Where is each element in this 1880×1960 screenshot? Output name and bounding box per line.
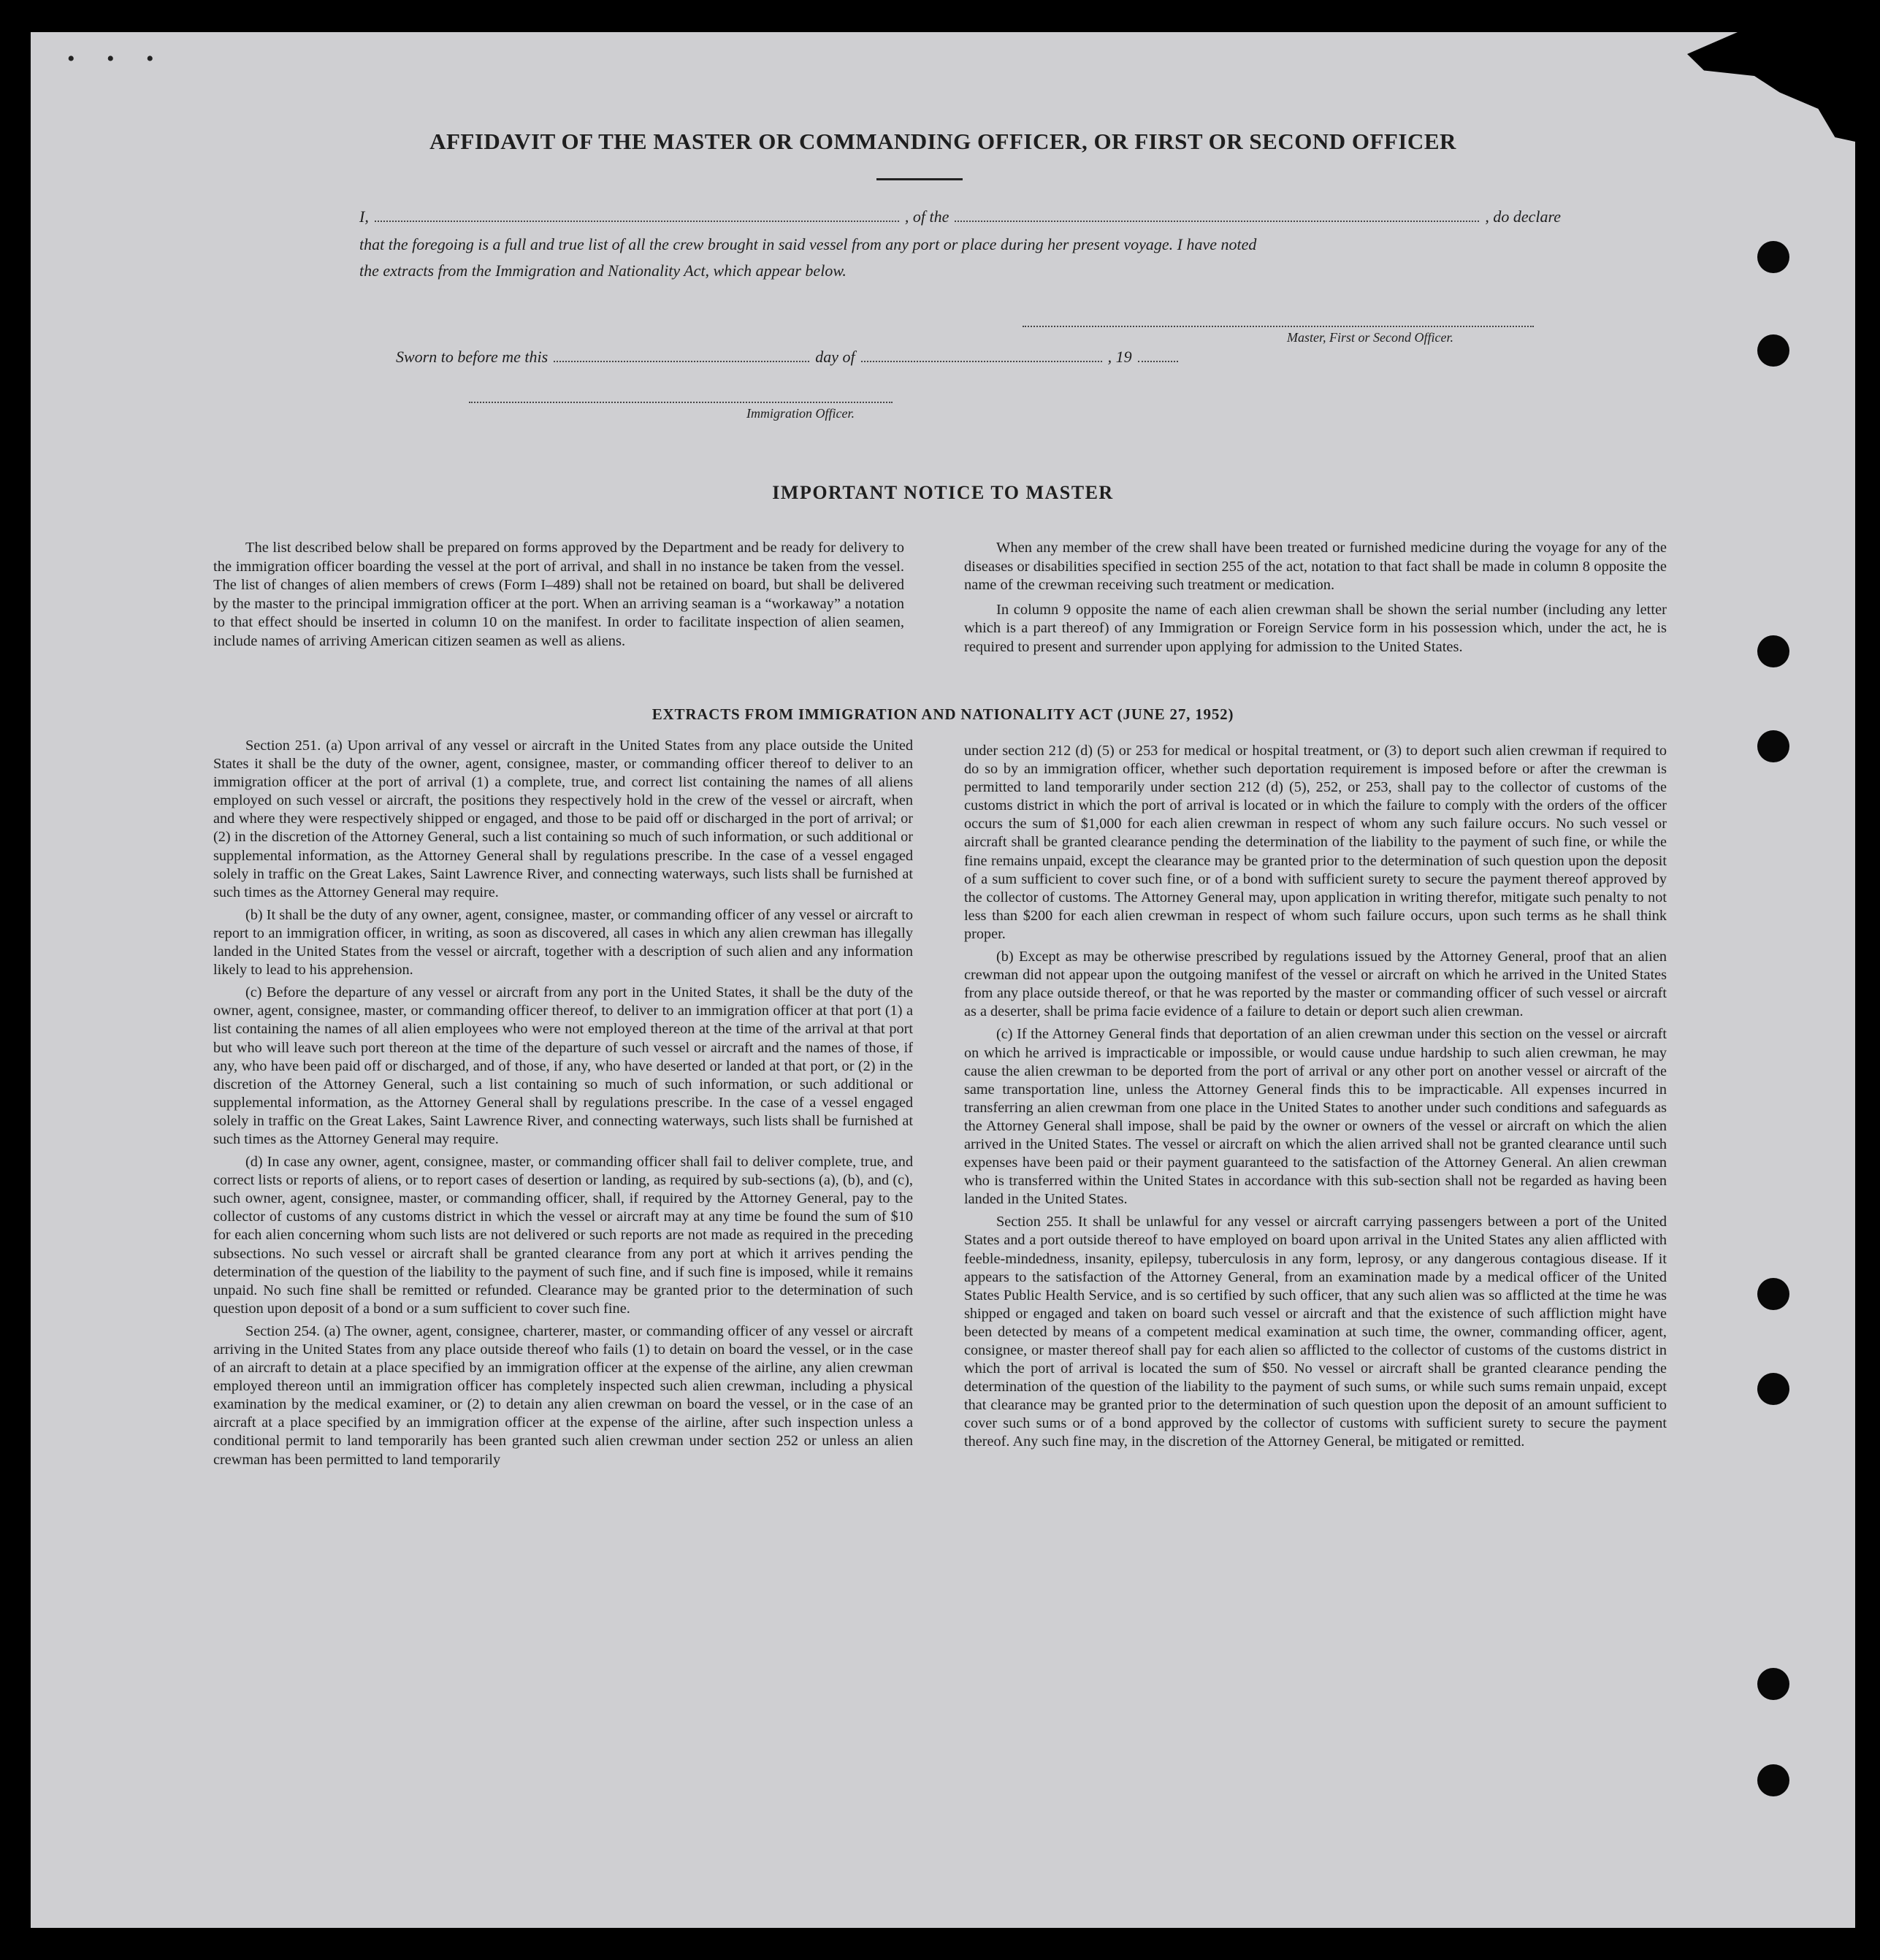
law-paragraph: (d) In case any owner, agent, consignee, master, or commanding officer shall fail to deliver complete, true, and correct lists or reports of aliens, or to report cases of desertion or landing, as required by sub-sections (a), (b), and (c), such owner, agent, consignee, master, or commanding officer, shall, if required by the Attorney General, pay to the collector of customs of any customs district in which the vessel or aircraft may at any time be found the sum of $10 for each alien concerning whom such lists are not delivered or such reports are not made as required in the preceding subsections. No such vessel or aircraft shall be granted clearance from any port at which it arrives pending the determination of the question of the liability to the payment of such fine, and if such fine is imposed, while it remains unpaid. No such fine shall be remitted or refunded. Clearance may be granted prior to the determination of such question upon deposit of a bond or a sum sufficient to cover such fine. (213, 1154, 913, 1317)
punch-hole-6 (1757, 1373, 1789, 1405)
sworn-day-blank[interactable] (554, 349, 809, 362)
sworn-label: Sworn to before me this (396, 348, 549, 366)
declaration-text-3: the extracts from the Immigration and Nationality Act, which appear below. (359, 261, 847, 280)
of-the-label: , of the (904, 207, 949, 226)
law-paragraph: (b) It shall be the duty of any owner, agent, consignee, master, or commanding officer of any vessel or aircraft to report to an immigration officer, in writing, as soon as discovered, all cases in which any alien crewman has illegally landed in the United States from the vessel or aircraft, together with a description of such alien and any information likely to lead to his apprehension. (213, 906, 913, 979)
extracts-title: EXTRACTS FROM IMMIGRATION AND NATIONALITY ACT (JUNE 27, 1952) (651, 705, 1234, 723)
law-paragraph: (c) Before the departure of any vessel or aircraft from any port in the United States, it shall be the duty of the owner, agent, consignee, master, or commanding officer thereof, to deliver to an immigration officer at that port (1) a list containing the names of all alien employees who were not employed thereon at the time of the arrival at that port but who will leave such port thereon at the time of the departure of such vessel or aircraft and the names of those, if any, who have been paid off or discharged, and of those, if any, who have deserted or landed at that port, or (2) in the discretion of the Attorney General, such a list containing so much of such information, or such additional or supplemental information, as the Attorney General shall by regulations prescribe. In the case of a vessel engaged solely in traffic on the Great Lakes, Saint Lawrence River, and connecting waterways, such lists shall be furnished at such times as the Attorney General may require. (213, 984, 913, 1147)
notice-paragraph: The list described below shall be prepared on forms approved by the Department and be ready for delivery to the immigration officer boarding the vessel at the port of arrival, and shall in no instance be taken from the vessel. The list of changes of alien members of crews (Form I–489) shall not be retained on board, but shall be delivered by the master to the principal immigration officer at the port. When an arriving seaman is a “workaway” a notation to that effect should be inserted in column 10 on the manifest. In order to facilitate inspection of alien seamen, include names of arriving American citizen seamen as well as aliens. (213, 540, 904, 649)
name-blank[interactable] (375, 207, 899, 222)
punch-hole-5 (1757, 1278, 1789, 1310)
punch-hole-4 (1757, 730, 1789, 762)
extracts-right-column (964, 742, 1667, 1456)
notice-paragraph: When any member of the crew shall have been treated or furnished medicine during the voyage for any of the diseases or disabilities specified in section 255 of the act, notation to that fact shall be made in column 8 opposite the name of the crewman receiving such treatment or medication. (964, 540, 1667, 594)
punch-hole-1 (1757, 241, 1789, 273)
notice-paragraph: In column 9 opposite the name of each alien crewman shall be shown the serial number (including any letter which is a part thereof) of any Immigration or Foreign Service form in his possession which, under the act, he is required to present and surrender upon applying for admission to the United States. (964, 601, 1667, 655)
officer-signature-caption: Immigration Officer. (746, 406, 855, 421)
vessel-blank[interactable] (955, 207, 1479, 222)
do-declare-label: , do declare (1485, 207, 1562, 226)
sworn-year-blank[interactable] (1138, 349, 1178, 362)
master-signature-caption: Master, First or Second Officer. (1287, 330, 1453, 345)
law-paragraph: Section 254. (a) The owner, agent, consignee, charterer, master, or commanding officer of any vessel or aircraft arriving in the United States from any place outside thereof who fails (1) to detain on board the vessel, or in the case of an aircraft to detain at a place specified by an immigration officer at the expense of the airline, any alien crewman employed thereon until an immigration officer has completely inspected such alien crewman, including a physical examination by the medical examiner, or (2) to detain any alien crewman on board the vessel, or in the case of an aircraft at a place specified by an immigration officer at the expense of the airline, after such inspection unless a conditional permit to land temporarily has been granted such alien crewman under section 252 or unless an alien crewman has been permitted to land temporarily (213, 1322, 913, 1468)
document-page (31, 32, 1855, 1928)
law-paragraph: (b) Except as may be otherwise prescribed by regulations issued by the Attorney General, proof that an alien crewman did not appear upon the outgoing manifest of the vessel or aircraft on which he arrived in the United States from any place outside thereof, or that he was reported by the master or commanding officer of such vessel or aircraft as a deserter, shall be prima facie evidence of a failure to detain or deport such alien crewman. (964, 949, 1667, 1020)
notice-title: IMPORTANT NOTICE TO MASTER (772, 482, 1114, 503)
law-paragraph: under section 212 (d) (5) or 253 for medical or hospital treatment, or (3) to deport such alien crewman if required to do so by an immigration officer, whether such deportation requirement is imposed before or after the crewman is permitted to land temporarily under section 212 (d) (5), 252, or 253, shall pay to the collector of customs of the customs district in which the port of arrival is located or in which the failure to comply with the orders of the officer occurs the sum of $1,000 for each alien crewman in respect of whom any such failure occurs. No such vessel or aircraft shall be granted clearance pending the determination of the liability to the payment of such fine, or while the fine remains unpaid, except the clearance may be granted prior to the determination of such question upon the deposit of a sum sufficient to cover such fine, or of a bond with sufficient surety to secure the payment thereof approved by the collector of customs. The Attorney General may, upon application in writing therefor, mitigate such penalty to not less than $200 for each alien crewman in respect of whom such failure occurs, upon such terms as he shall think proper. (964, 743, 1667, 942)
affidavit-title: AFFIDAVIT OF THE MASTER OR COMMANDING OFFICER, OR FIRST OR SECOND OFFICER (429, 129, 1456, 154)
punch-hole-2 (1757, 334, 1789, 367)
officer-signature-line[interactable] (469, 400, 893, 403)
declaration-text-2: that the foregoing is a full and true list of all the crew brought in said vessel from any port or place during her present voyage. I have noted (359, 235, 1257, 253)
day-of-label: day of (815, 348, 855, 366)
punch-hole-3 (1757, 635, 1789, 667)
dust-specks: • • • (67, 47, 167, 71)
declaration-line (359, 207, 1561, 226)
punch-hole-7 (1757, 1668, 1789, 1700)
sworn-month-blank[interactable] (861, 349, 1102, 362)
sworn-line (396, 348, 1272, 367)
i-label: I, (359, 207, 369, 226)
extracts-left-column (213, 737, 913, 1474)
notice-right-column (964, 539, 1667, 663)
title-underline (876, 178, 963, 180)
punch-hole-8 (1757, 1764, 1789, 1796)
master-signature-line[interactable] (1023, 324, 1534, 327)
notice-left-column (213, 539, 904, 657)
law-paragraph: (c) If the Attorney General finds that deportation of an alien crewman under this section on the vessel or aircraft on which he arrived is impracticable or impossible, or would cause undue hardship to such alien crewman, he may cause the alien crewman to be deported from the port of arrival or any other port on another vessel or aircraft of the same transportation line, unless the Attorney General finds this to be impracticable. All expenses incurred in transferring an alien crewman from one place in the United States to another under such conditions and safeguards as the Attorney General shall impose, shall be paid by the owner or owners of the vessel or aircraft on which the alien arrived in the United States. The vessel or aircraft on which the alien arrived shall not be granted clearance until such expenses have been paid or their payment guaranteed to the satisfaction of the Attorney General. An alien crewman who is transferred within the United States in accordance with this sub-section shall not be regarded as having been landed in the United States. (964, 1026, 1667, 1208)
torn-corner (1687, 32, 1855, 142)
year-label: , 19 (1107, 348, 1132, 366)
law-paragraph: Section 255. It shall be unlawful for any vessel or aircraft carrying passengers between a port of the United States and a port outside thereof to have employed on board upon arrival in the United States any alien afflicted with feeble-mindedness, insanity, epilepsy, tuberculosis in any form, leprosy, or any dangerous contagious disease. If it appears to the satisfaction of the Attorney General, from an examination made by a medical officer of the United States Public Health Service, and is so certified by such officer, that any such alien was so afflicted at the time he was shipped or engaged and taken on board such vessel or aircraft and that the existence of such affliction might have been detected by means of a competent medical examination at such time, the owner, commanding officer, agent, consignee, or master thereof shall pay for each alien so afflicted to the collector of customs of the customs district in which the port of arrival is located the sum of $50. No vessel or aircraft shall be granted clearance pending the determination of the question of the liability to the payment of such sums, or while such sums remain unpaid, except that clearance may be granted prior to the determination of such question upon the deposit of an amount sufficient to cover such sums or of a bond approved by the collector of customs with sufficient surety to secure the payment thereof. Any such fine may, in the discretion of the Attorney General, be mitigated or remitted. (964, 1214, 1667, 1450)
law-paragraph: Section 251. (a) Upon arrival of any vessel or aircraft in the United States from any place outside the United States it shall be the duty of the owner, agent, consignee, master, or commanding officer thereof to deliver to an immigration officer at the port of arrival (1) a complete, true, and correct list containing the names of all aliens employed on such vessel or aircraft, the positions they respectively hold in the crew of the vessel or aircraft, when and where they were respectively shipped or engaged, and those to be paid off or discharged in the port of arrival; or (2) in the discretion of the Attorney General, such a list containing so much of such information, or such additional or supplemental information, as the Attorney General shall by regulations prescribe. In the case of a vessel engaged solely in traffic on the Great Lakes, Saint Lawrence River, and connecting waterways, such lists shall be furnished at such times as the Attorney General may require. (213, 738, 913, 900)
